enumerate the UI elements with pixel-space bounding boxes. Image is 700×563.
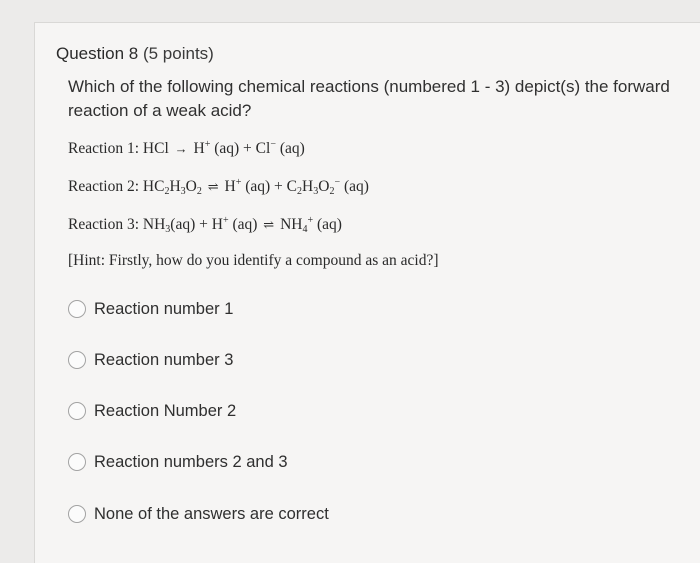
reaction-1-label: Reaction 1: <box>68 140 140 157</box>
reaction-1-reactant: HCl <box>142 140 169 157</box>
reaction-1-arrow: → <box>174 141 188 156</box>
reaction-2 <box>68 178 369 196</box>
reaction-1-products: (aq) + Cl <box>214 140 271 157</box>
reaction-3-sub: 3 <box>165 224 171 235</box>
reaction-3-state: (aq) <box>316 216 342 233</box>
reaction-2-state: (aq) <box>343 178 369 195</box>
reaction-1-h-charge: + <box>204 139 211 150</box>
radio-button[interactable] <box>68 351 86 369</box>
reaction-3-charge: + <box>307 215 314 226</box>
reaction-2-charge: + <box>235 177 242 188</box>
answer-option-3[interactable] <box>68 399 236 423</box>
reaction-3-part: (aq) <box>232 216 258 233</box>
reaction-2-part: H <box>169 178 181 195</box>
radio-button[interactable] <box>68 453 86 471</box>
reaction-2-part: H <box>302 178 314 195</box>
reaction-2-sub: 3 <box>313 186 319 197</box>
reaction-2-part: O <box>318 178 330 195</box>
reaction-1-cl-charge: − <box>270 139 276 150</box>
question-number: Question 8 <box>56 44 139 63</box>
answer-option-label: Reaction Number 2 <box>94 401 237 420</box>
reaction-2-sub: 2 <box>297 186 303 197</box>
reaction-2-part: (aq) + C <box>245 178 298 195</box>
reaction-3-sub: 4 <box>302 224 308 235</box>
answer-option-label: Reaction number 1 <box>94 299 234 318</box>
answer-option-label: None of the answers are correct <box>94 504 329 523</box>
reaction-2-equilibrium-arrow: ⇌ <box>207 179 219 194</box>
reaction-3-equilibrium-arrow: ⇌ <box>263 217 275 232</box>
reaction-2-sub: 2 <box>164 186 170 197</box>
question-prompt: Which of the following chemical reactions (numbered 1 - 3) depict(s) the forward reaction of a weak acid? <box>68 77 670 120</box>
reaction-2-sub: 2 <box>329 186 335 197</box>
reaction-2-part: HC <box>142 178 165 195</box>
reaction-2-sub: 2 <box>196 186 202 197</box>
hint-text: [Hint: Firstly, how do you identify a compound as an acid?] <box>68 252 439 269</box>
reaction-2-charge: − <box>334 177 341 188</box>
reaction-1-h: H <box>193 140 205 157</box>
answer-option-5[interactable] <box>68 502 329 526</box>
answer-option-label: Reaction number 3 <box>94 350 234 369</box>
reaction-3 <box>68 216 342 234</box>
reaction-1-state: (aq) <box>279 140 305 157</box>
reaction-2-sub: 3 <box>180 186 186 197</box>
reaction-2-part: O <box>185 178 197 195</box>
reaction-3-part: (aq) + H <box>170 216 223 233</box>
answer-option-label: Reaction numbers 2 and 3 <box>94 452 288 471</box>
radio-button[interactable] <box>68 300 86 318</box>
reaction-3-label: Reaction 3: <box>68 216 140 233</box>
answer-option-4[interactable] <box>68 450 288 474</box>
reaction-3-part: NH <box>142 216 166 233</box>
reaction-3-charge: + <box>222 215 229 226</box>
reaction-2-label: Reaction 2: <box>68 178 140 195</box>
reaction-2-part: H <box>224 178 236 195</box>
question-title <box>56 44 214 64</box>
question-points: (5 points) <box>142 44 214 63</box>
answer-option-1[interactable] <box>68 297 233 321</box>
radio-button[interactable] <box>68 505 86 523</box>
radio-button[interactable] <box>68 402 86 420</box>
answer-option-2[interactable] <box>68 348 233 372</box>
reaction-3-part: NH <box>280 216 303 233</box>
reaction-1 <box>68 140 305 158</box>
